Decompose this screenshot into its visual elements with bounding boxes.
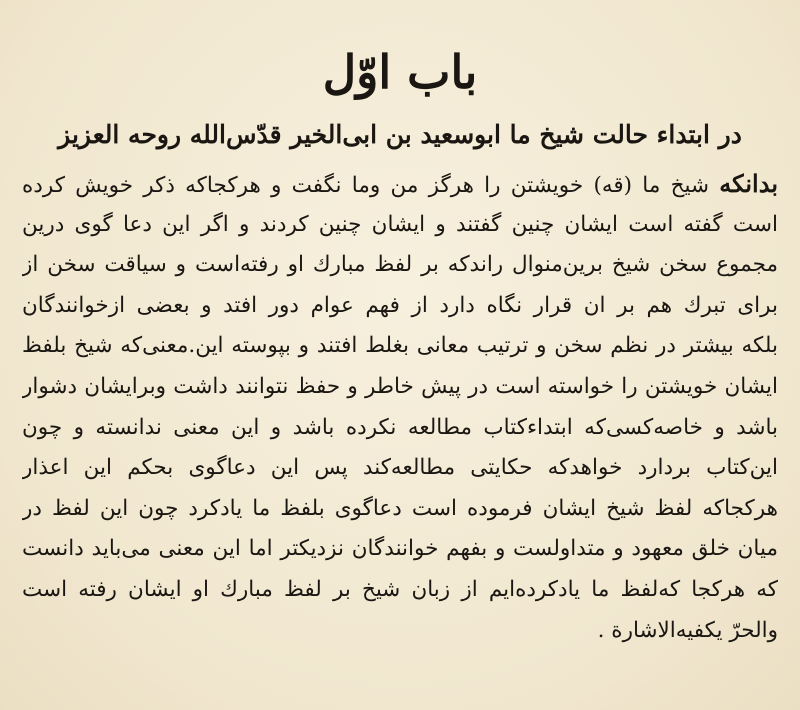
text-line-10: میان خلق معهود و متداولست و بفهم خوانندگان نزدیکتر اما این معنی می‌باید دانست — [22, 536, 778, 562]
text-line-5: بلکه بیشتر در نظم سخن و ترتیب معانی بغلط افتند و بپوسته این.معنی‌که شیخ بلفظ — [22, 333, 778, 359]
text-line-6: ایشان خویشتن را خواسته است در پیش خاطر و حفظ نتوانند داشت وبرایشان دشوار — [22, 373, 778, 399]
first-line-text: شیخ ما (قه) خویشتن را هرگز من وما نگفت و هرکجاکه ذکر خویش کرده — [22, 173, 709, 198]
body-text — [22, 164, 778, 651]
text-line-1 — [22, 164, 778, 205]
text-line-4: برای تبرك هم بر ان قرار نگاه دارد از فهم عوام دور افتد و بعضی ازخوانندگان — [22, 292, 778, 318]
chapter-title: باب اوّل — [322, 45, 478, 99]
lead-word: بدانکه — [719, 169, 778, 198]
text-line-3: مجموع سخن شیخ برین‌منوال راندکه بر لفظ مبارك او رفته‌است و سیاقت سخن از — [22, 252, 778, 278]
text-line-2: است گفته است ایشان چنین گفتند و ایشان چنین کردند و اگر این دعا گوی درین — [22, 211, 778, 237]
text-line-12: والحرّ یکفیه‌الاشارة . — [597, 617, 778, 643]
text-line-7: باشد و خاصه‌کسی‌که ابتداءکتاب مطالعه نکرده باشد و این معنی ندانسته و چون — [22, 414, 778, 440]
section-heading: در ابتداء حالت شیخ ما ابوسعید بن ابی‌الخیر قدّس‌الله روحه العزیز — [58, 120, 742, 149]
text-line-11: که هرکجا که‌لفظ ما یادکرده‌ایم از زبان شیخ بر لفظ مبارك او ایشان رفته است — [22, 576, 778, 602]
text-line-8: این‌کتاب بردارد خواهدکه حکایتی مطالعه‌کند پس این دعاگوی بحکم این اعذار — [22, 455, 778, 481]
text-line-9: هرکجاکه لفظ شیخ ایشان فرموده است دعاگوی بلفظ ما یادکرد چون این لفظ در — [22, 495, 778, 521]
